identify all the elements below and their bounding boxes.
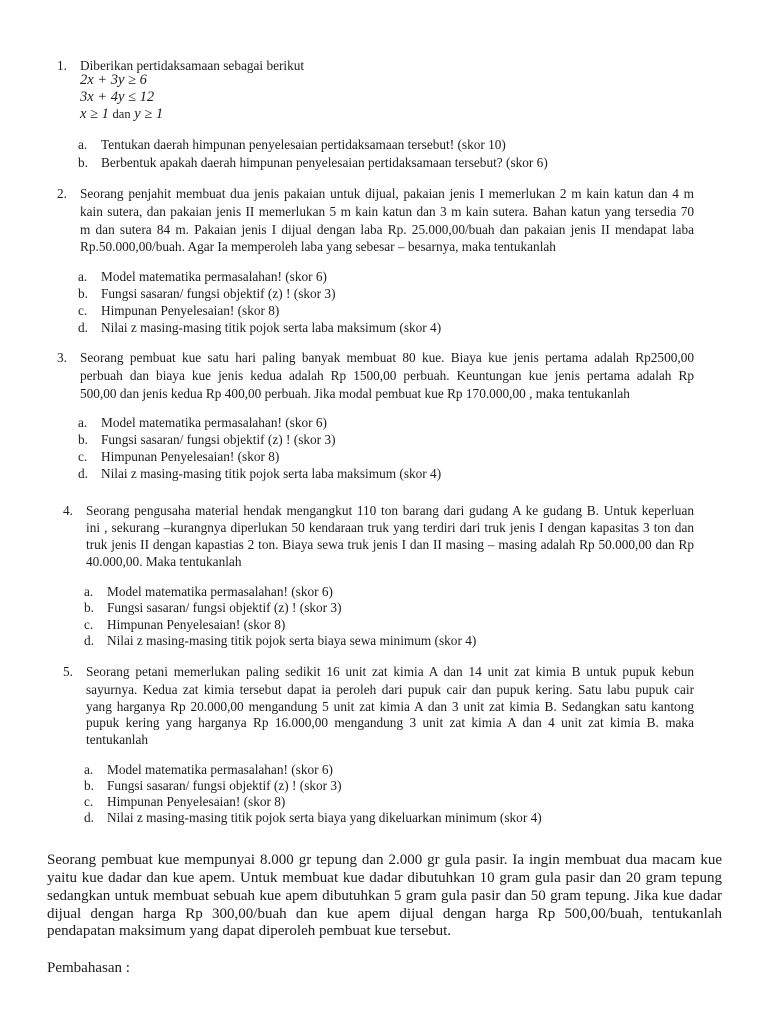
question-letter: d. xyxy=(78,320,88,335)
problem-text-line: Seorang pembuat kue satu hari paling banyak membuat 80 kue. Biaya kue jenis pertama adalah Rp2500,00 xyxy=(80,350,694,365)
paragraph-line: yaitu kue dadar dan kue apem. Untuk membuat kue dadar dibutuhkan 10 gram gula pasir dan 20 gram tepung xyxy=(47,870,722,886)
question-letter: c. xyxy=(84,794,94,809)
question-letter: b. xyxy=(78,432,88,447)
question-text: Nilai z masing-masing titik pojok serta laba maksimum (skor 4) xyxy=(101,466,442,481)
problem-intro: Diberikan pertidaksamaan sebagai berikut xyxy=(80,58,305,73)
question-letter: a. xyxy=(78,137,88,152)
problem-number: 3. xyxy=(57,350,67,365)
condition-x: x ≥ 1 xyxy=(80,106,109,122)
question-letter: a. xyxy=(84,584,94,599)
problem-text-line: m dan sutera 84 m. Pakaian jenis I dijual dengan laba Rp. 25.000,00/buah dan pakaian jenis II mendapat laba xyxy=(80,222,694,237)
question-letter: d. xyxy=(78,466,88,481)
question-text: Himpunan Penyelesaian! (skor 8) xyxy=(107,794,286,809)
inequality: 2x + 3y ≥ 6 xyxy=(80,72,147,88)
question-text: Berbentuk apakah daerah himpunan penyelesaian pertidaksamaan tersebut? (skor 6) xyxy=(101,155,548,170)
question-letter: b. xyxy=(84,600,94,615)
question-text: Model matematika permasalahan! (skor 6) xyxy=(101,269,327,284)
pembahasan-heading: Pembahasan : xyxy=(47,960,130,976)
paragraph-line: dijual dengan harga Rp 300,00/buah dan kue apem dijual dengan harga Rp 500,00/buah, tentukanlah xyxy=(47,906,722,922)
problem-text-line: Seorang penjahit membuat dua jenis pakaian untuk dijual, pakaian jenis I memerlukan 2 m kain katun dan 4 m xyxy=(80,186,694,201)
question-text: Fungsi sasaran/ fungsi objektif (z) ! (skor 3) xyxy=(107,778,342,793)
question-letter: c. xyxy=(78,303,88,318)
question-letter: b. xyxy=(84,778,94,793)
problem-text-line: perbuah dan biaya kue jenis kedua adalah Rp 1500,00 perbuah. Keuntungan kue jenis pertama adalah Rp xyxy=(80,368,694,383)
problem-text-line: pupuk kering yang harganya Rp 16.000,00 mengandung 3 unit zat kimia A dan 4 unit zat kimia B. maka xyxy=(86,715,694,730)
condition-y: y ≥ 1 xyxy=(134,106,164,122)
problem-text-line: truk jenis II dengan kapastias 2 ton. Biaya sewa truk jenis I dan II masing – masing adalah Rp 50.000,00 dan Rp xyxy=(86,537,694,552)
problem-text-line: 40.000,00. Maka tentukanlah xyxy=(86,554,242,569)
paragraph-line: pendapatan maksimum yang dapat diperoleh pembuat kue tersebut. xyxy=(47,923,452,939)
question-letter: a. xyxy=(84,762,94,777)
inequality: 3x + 4y ≤ 12 xyxy=(80,89,155,105)
problem-text-line: Seorang pengusaha material hendak mengangkut 110 ton barang dari gudang A ke gudang B. Untuk keperluan xyxy=(86,503,694,518)
question-letter: a. xyxy=(78,269,88,284)
question-text: Fungsi sasaran/ fungsi objektif (z) ! (skor 3) xyxy=(101,286,336,301)
question-letter: b. xyxy=(78,286,88,301)
question-text: Nilai z masing-masing titik pojok serta laba maksimum (skor 4) xyxy=(101,320,442,335)
problem-text-line: tentukanlah xyxy=(86,732,149,747)
problem-text-line: 500,00 dan jenis kedua Rp 400,00 perbuah. Jika modal pembuat kue Rp 170.000,00 , maka tentukanlah xyxy=(80,386,630,401)
problem-number: 2. xyxy=(57,186,67,201)
problem-text-line: sayurnya. Kedua zat kimia tersebut dapat ia peroleh dari pupuk cair dan pupuk kering. Satu labu pupuk cair xyxy=(86,682,694,697)
question-letter: b. xyxy=(78,155,88,170)
question-text: Himpunan Penyelesaian! (skor 8) xyxy=(107,617,286,632)
question-text: Model matematika permasalahan! (skor 6) xyxy=(101,415,327,430)
question-letter: d. xyxy=(84,633,94,648)
question-letter: a. xyxy=(78,415,88,430)
question-text: Fungsi sasaran/ fungsi objektif (z) ! (skor 3) xyxy=(101,432,336,447)
problem-text-line: kain sutera, dan pakaian jenis II memerlukan 5 m kain katun dan 3 m kain sutera. Bahan katun yang tersedia 70 xyxy=(80,204,694,219)
problem-text-line: ini , sekurang –kurangnya diperlukan 50 kendaraan truk yang terdiri dari truk jenis I dengan kapasitas 3 ton dan xyxy=(86,520,694,535)
question-letter: d. xyxy=(84,810,94,825)
problem-number: 1. xyxy=(57,58,67,73)
problem-text-line: Seorang petani memerlukan paling sedikit 16 unit zat kimia A dan 14 unit zat kimia B untuk pupuk kebun xyxy=(86,664,694,679)
problem-text-line: Rp.50.000,00/buah. Agar Ia memperoleh laba yang sebesar – besarnya, maka tentukanlah xyxy=(80,239,556,254)
problem-number: 5. xyxy=(63,664,73,679)
condition-conjunction: dan xyxy=(112,107,131,121)
problem-number: 4. xyxy=(63,503,73,518)
inequality-condition xyxy=(80,106,163,123)
question-text: Fungsi sasaran/ fungsi objektif (z) ! (skor 3) xyxy=(107,600,342,615)
question-text: Model matematika permasalahan! (skor 6) xyxy=(107,762,333,777)
question-letter: c. xyxy=(84,617,94,632)
question-text: Nilai z masing-masing titik pojok serta biaya sewa minimum (skor 4) xyxy=(107,633,477,648)
question-text: Nilai z masing-masing titik pojok serta biaya yang dikeluarkan minimum (skor 4) xyxy=(107,810,542,825)
question-letter: c. xyxy=(78,449,88,464)
question-text: Tentukan daerah himpunan penyelesaian pertidaksamaan tersebut! (skor 10) xyxy=(101,137,506,152)
question-text: Model matematika permasalahan! (skor 6) xyxy=(107,584,333,599)
question-text: Himpunan Penyelesaian! (skor 8) xyxy=(101,449,280,464)
problem-text-line: yang harganya Rp 20.000,00 mengandung 5 unit zat kimia A dan 3 unit zat kimia B. Sedangkan satu kantong xyxy=(86,699,694,714)
paragraph-line: Seorang pembuat kue mempunyai 8.000 gr tepung dan 2.000 gr gula pasir. Ia ingin membuat dua macam kue xyxy=(47,852,722,868)
paragraph-line: sedangkan untuk membuat sebuah kue apem dibutuhkan 5 gram gula pasir dan 50 gram tepung. Jika kue dadar xyxy=(47,888,722,904)
question-text: Himpunan Penyelesaian! (skor 8) xyxy=(101,303,280,318)
